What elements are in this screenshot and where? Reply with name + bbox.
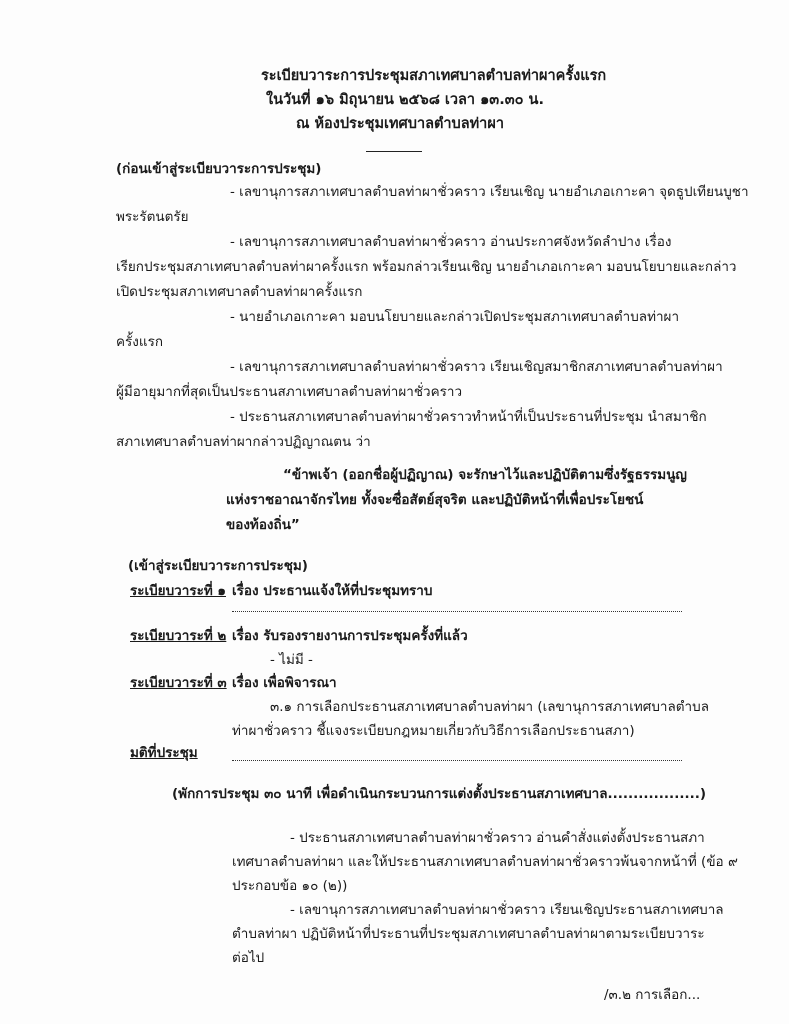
agenda-2-none: - ไม่มี - bbox=[270, 652, 313, 668]
after-item-1-cont2: ประกอบข้อ ๑๐ (๒)) bbox=[232, 878, 348, 894]
after-item-2: - เลขานุการสภาเทศบาลตำบลท่าผาชั่วคราว เรียนเชิญประธานสภาเทศบาล bbox=[290, 902, 724, 918]
title-line-3: ณ ห้องประชุมเทศบาลตำบลท่าผา bbox=[296, 116, 504, 132]
oath-line-3: ของท้องถิ่น” bbox=[226, 517, 300, 533]
resolution-label: มติที่ประชุม bbox=[130, 745, 198, 761]
title-divider bbox=[366, 151, 422, 152]
pre-item-5-cont: สภาเทศบาลตำบลท่าผากล่าวปฏิญาณตน ว่า bbox=[116, 434, 371, 450]
agenda-1-label: ระเบียบวาระที่ ๑ bbox=[130, 583, 226, 599]
pre-item-5: - ประธานสภาเทศบาลตำบลท่าผาชั่วคราวทำหน้าที่เป็นประธานที่ประชุม นำสมาชิก bbox=[230, 409, 707, 425]
agenda-3-1-cont: ท่าผาชั่วคราว ชี้แจงระเบียบกฎหมายเกี่ยวกับวิธีการเลือกประธานสภา) bbox=[232, 723, 635, 739]
pre-item-4: - เลขานุการสภาเทศบาลตำบลท่าผาชั่วคราว เรียนเชิญสมาชิกสภาเทศบาลตำบลท่าผา bbox=[230, 359, 723, 375]
recess-note: (พักการประชุม ๓๐ นาที เพื่อดำเนินกระบวนการแต่งตั้งประธานสภาเทศบาล..................) bbox=[172, 786, 707, 802]
title-line-1: ระเบียบวาระการประชุมสภาเทศบาลตำบลท่าผาครั้งแรก bbox=[261, 68, 607, 84]
agenda-heading: (เข้าสู่ระเบียบวาระการประชุม) bbox=[128, 558, 308, 574]
agenda-3-1: ๓.๑ การเลือกประธานสภาเทศบาลตำบลท่าผา (เลขานุการสภาเทศบาลตำบล bbox=[270, 699, 709, 715]
pre-item-3-cont: ครั้งแรก bbox=[116, 334, 163, 350]
pre-item-2-cont: เรียกประชุมสภาเทศบาลตำบลท่าผาครั้งแรก พร้อมกล่าวเรียนเชิญ นายอำเภอเกาะคา มอบนโยบายและกล่าว bbox=[116, 259, 737, 275]
pre-item-1-cont: พระรัตนตรัย bbox=[116, 209, 189, 225]
after-item-2-cont: ตำบลท่าผา ปฏิบัติหน้าที่ประธานที่ประชุมสภาเทศบาลตำบลท่าผาตามระเบียบวาระ bbox=[232, 926, 705, 942]
pre-item-3: - นายอำเภอเกาะคา มอบนโยบายและกล่าวเปิดประชุมสภาเทศบาลตำบลท่าผา bbox=[230, 309, 680, 325]
after-item-1: - ประธานสภาเทศบาลตำบลท่าผาชั่วคราว อ่านคำสั่งแต่งตั้งประธานสภา bbox=[290, 830, 705, 846]
title-line-2: ในวันที่ ๑๖ มิถุนายน ๒๕๖๘ เวลา ๑๓.๓๐ น. bbox=[266, 92, 544, 108]
pre-item-4-cont: ผู้มีอายุมากที่สุดเป็นประธานสภาเทศบาลตำบลท่าผาชั่วคราว bbox=[116, 384, 463, 400]
agenda-1-topic: เรื่อง ประธานแจ้งให้ที่ประชุมทราบ bbox=[232, 583, 433, 599]
oath-line-1: “ข้าพเจ้า (ออกชื่อผู้ปฏิญาณ) จะรักษาไว้และปฏิบัติตามซึ่งรัฐธรรมนูญ bbox=[283, 467, 687, 483]
pre-item-2-cont2: เปิดประชุมสภาเทศบาลตำบลท่าผาครั้งแรก bbox=[116, 284, 363, 300]
resolution-dotted-line bbox=[232, 760, 682, 761]
continued-note: /๓.๒ การเลือก... bbox=[604, 987, 701, 1003]
agenda-2-label: ระเบียบวาระที่ ๒ bbox=[130, 628, 227, 644]
agenda-1-dotted-line bbox=[232, 611, 682, 612]
after-item-1-cont: เทศบาลตำบลท่าผา และให้ประธานสภาเทศบาลตำบลท่าผาชั่วคราวพ้นจากหน้าที่ (ข้อ ๙ bbox=[232, 854, 738, 870]
pre-agenda-heading: (ก่อนเข้าสู่ระเบียบวาระการประชุม) bbox=[116, 161, 322, 177]
agenda-2-topic: เรื่อง รับรองรายงานการประชุมครั้งที่แล้ว bbox=[232, 628, 468, 644]
pre-item-1: - เลขานุการสภาเทศบาลตำบลท่าผาชั่วคราว เรียนเชิญ นายอำเภอเกาะคา จุดธูปเทียนบูชา bbox=[230, 184, 749, 200]
agenda-3-topic: เรื่อง เพื่อพิจารณา bbox=[232, 675, 337, 691]
pre-item-2: - เลขานุการสภาเทศบาลตำบลท่าผาชั่วคราว อ่านประกาศจังหวัดลำปาง เรื่อง bbox=[230, 234, 672, 250]
oath-line-2: แห่งราชอาณาจักรไทย ทั้งจะซื่อสัตย์สุจริต และปฏิบัติหน้าที่เพื่อประโยชน์ bbox=[226, 492, 644, 508]
agenda-3-label: ระเบียบวาระที่ ๓ bbox=[130, 675, 227, 691]
after-item-2-cont2: ต่อไป bbox=[232, 950, 265, 966]
